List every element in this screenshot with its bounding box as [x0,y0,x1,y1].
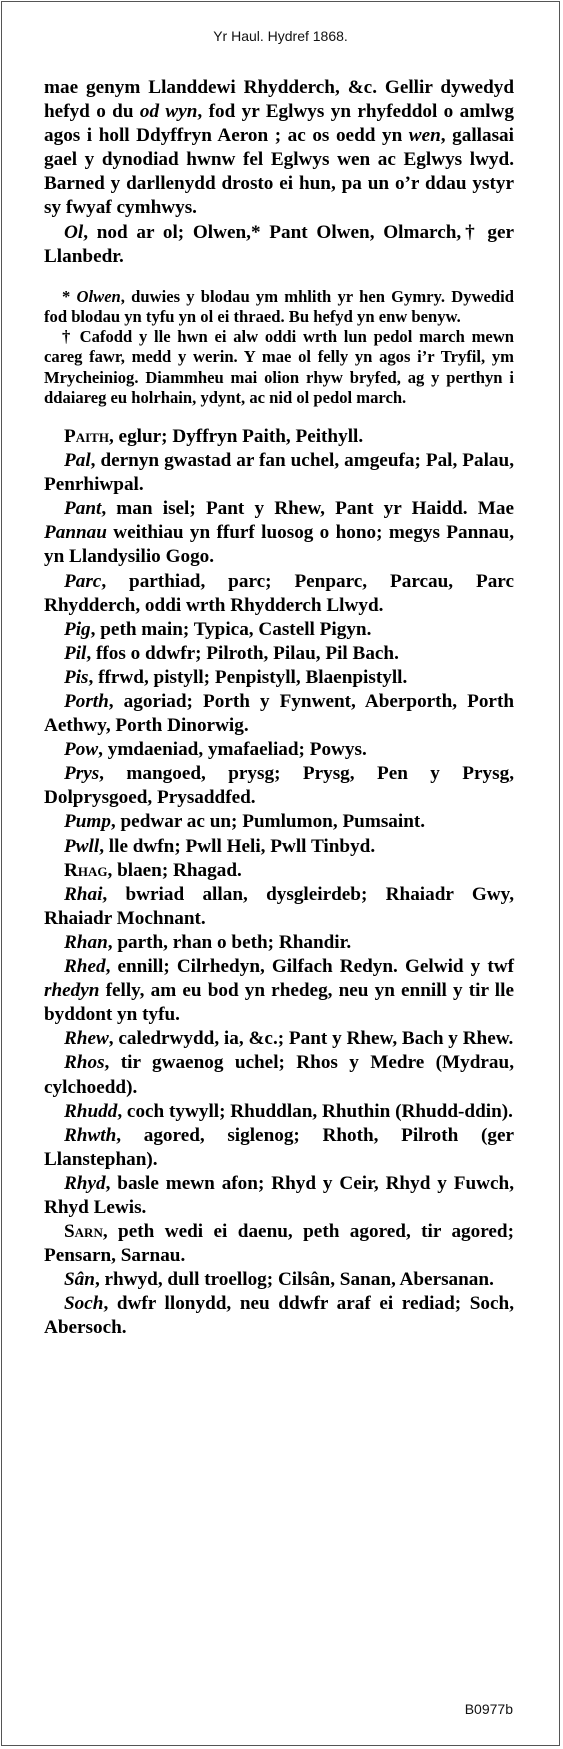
glossary-entry [44,738,514,762]
intro-text-3: , gallasai gael y dynodiad hwnw fel Eglwys wen ac Eglwys lwyd. Barned y darllenydd drosto ei hun, pa un o’r ddau ystyr sy fwyaf cymhwys. [44,125,514,219]
entry-headword: Porth [64,691,109,712]
glossary-entry [44,666,514,690]
intro-text-1: mae genym Llanddewi Rhydderch, &c. Gellir dywedyd hefyd o du [44,77,514,123]
entry-headword: Pant [64,498,102,520]
entry-text: , agoriad; Porth y Fynwent, Aberporth, Porth Aethwy, Porth Dinorwig. [44,691,514,737]
glossary-entry [44,1027,514,1051]
entry-text: , dernyn gwastad ar fan uchel, amgeufa; Pal, Palau, Penrhiwpal. [44,450,514,496]
entry-text: , ymdaeniad, ymafaeliad; Powys. [98,739,367,761]
glossary-entries [44,425,514,1341]
intro-em-od-wyn: od wyn [139,101,198,123]
glossary-entry [44,618,514,642]
footnote [44,327,514,408]
entry-text: , coch tywyll; Rhuddlan, Rhuthin (Rhudd-ddin). [117,1100,513,1122]
glossary-entry [44,1100,514,1124]
glossary-entry [44,1124,514,1172]
intro-paragraph [44,76,514,269]
entry-text: , pedwar ac un; Pumlumon, Pumsaint. [110,811,426,833]
entry-text: , parth, rhan o beth; Rhandir. [107,931,352,953]
glossary-entry [44,1268,514,1292]
glossary-entry [44,1292,514,1340]
entry-headword: Rhyd [64,1172,106,1194]
entry-headword: Parc [64,570,102,592]
glossary-entry [44,642,514,666]
entry-text: , agored, siglenog; Rhoth, Pilroth (ger Llanstephan). [44,1124,514,1170]
intro-text [44,76,514,221]
intro-em-wen: wen [408,125,441,147]
footnotes [44,287,514,408]
glossary-entry [44,955,514,1027]
document-code: B0977b [464,1701,513,1717]
entry-headword: Prys [64,763,100,785]
footnote-text: , duwies y blodau ym mhlith yr hen Gymry. Dywedid fod blodau yn tyfu yn ol ei thraed. Bu hefyd yn enw benyw. [44,286,514,326]
glossary-entry [44,690,514,738]
glossary-entry [44,570,514,618]
entry-text: , dwfr llonydd, neu ddwfr araf ei rediad; Soch, Abersoch. [44,1293,514,1339]
entry-headword: Rhai [64,883,103,905]
entry-text: , parthiad, parc; Penparc, Parcau, Parc Rhydderch, oddi wrth Rhydderch Llwyd. [44,570,514,616]
entry-text: , tir gwaenog uchel; Rhos y Medre (Mydrau, cylchoedd). [44,1052,514,1098]
entry-headword: Rhudd [64,1100,118,1122]
glossary-entry [44,931,514,955]
entry-ol [44,221,514,269]
page-frame [1,1,560,1746]
entry-headword: Rhag [64,859,108,881]
entry-headword: Sarn [64,1221,103,1243]
entry-headword: Rhed [64,956,106,978]
footnote-headword: Olwen [76,286,121,306]
entry-headword: Pal [64,450,91,472]
entry-text: , basle mewn afon; Rhyd y Ceir, Rhyd y Fuwch, Rhyd Lewis. [44,1172,514,1218]
entry-text: , man isel; Pant y Rhew, Pant yr Haidd. Mae [101,498,514,520]
entry-text: , peth main; Typica, Castell Pigyn. [90,618,372,640]
glossary-entry [44,762,514,810]
glossary-entry [44,810,514,834]
footnote-marker: † [62,327,80,347]
intro-text-2: , fod yr Eglwys yn rhyfeddol o amlwg agos i holl Ddyffryn Aeron ; ac os oedd yn [44,101,514,147]
entry-text: , rhwyd, dull troellog; Cilsân, Sanan, Abersanan. [94,1269,494,1291]
entry-text: , ennill; Cilrhedyn, Gilfach Redyn. Gelwid y twf [105,956,514,978]
entry-text: , ffrwd, pistyll; Penpistyll, Blaenpistyll. [88,666,408,688]
page-header: Yr Haul. Hydref 1868. [213,28,348,44]
entry-headword: Pig [64,618,91,640]
entry-headword: Pwll [64,835,100,857]
glossary-entry [44,835,514,859]
entry-text: , mangoed, prysg; Prysg, Pen y Prysg, Dolprysgoed, Prysaddfed. [44,763,514,809]
footnote-marker: * [62,286,77,306]
footnote-text: Cafodd y lle hwn ei alw oddi wrth lun pedol march mewn careg fawr, medd y werin. Y mae ol felly yn agos i’r Tryfil, ym Mrycheiniog. Diammheu mai olion rhyw bryfed, ag y perthyn i ddaiareg eu holrhain, ydynt, ac nid ol pedol march. [44,327,514,407]
entry-text: , peth wedi ei daenu, peth agored, tir agored; Pensarn, Sarnau. [44,1221,514,1267]
glossary-entry [44,1051,514,1099]
glossary-entry [44,425,514,449]
entry-headword: Paith [64,425,109,447]
entry-headword: Rhos [64,1052,105,1074]
entry-emphasis: Pannau [44,522,107,544]
page-body [44,76,514,1341]
entry-headword: Ol [64,221,84,243]
glossary-entry [44,883,514,931]
entry-text: , blaen; Rhagad. [107,859,242,881]
entry-headword: Pis [64,666,89,688]
entry-text: , eglur; Dyffryn Paith, Peithyll. [108,425,364,447]
entry-headword: Soch [64,1293,104,1315]
entry-headword: Rhan [64,931,108,953]
footnote [44,287,514,327]
glossary-entry [44,859,514,883]
entry-emphasis: rhedyn [44,980,100,1002]
glossary-entry [44,1172,514,1220]
entry-text: , nod ar ol; Olwen,* Pant Olwen, Olmarch,† ger Llanbedr. [44,221,514,267]
glossary-entry [44,1220,514,1268]
glossary-entry [44,497,514,569]
entry-text: , lle dwfn; Pwll Heli, Pwll Tinbyd. [99,835,376,857]
entry-headword: Pil [64,642,87,664]
entry-headword: Pow [64,739,99,761]
entry-headword: Rhew [64,1028,109,1050]
entry-text: , caledrwydd, ia, &c.; Pant y Rhew, Bach y Rhew. [108,1028,514,1050]
entry-text: , bwriad allan, dysgleirdeb; Rhaiadr Gwy, Rhaiadr Mochnant. [44,883,514,929]
glossary-entry [44,449,514,497]
entry-text: weithiau yn ffurf luosog o hono; megys Pannau, yn Llandysilio Gogo. [44,522,514,568]
entry-text: felly, am eu bod yn rhedeg, neu yn ennill y tir lle byddont yn tyfu. [44,980,514,1026]
entry-headword: Rhwth [64,1124,117,1146]
entry-text: , ffos o ddwfr; Pilroth, Pilau, Pil Bach. [86,642,399,664]
entry-headword: Pump [64,811,111,833]
entry-headword: Sân [64,1269,95,1291]
